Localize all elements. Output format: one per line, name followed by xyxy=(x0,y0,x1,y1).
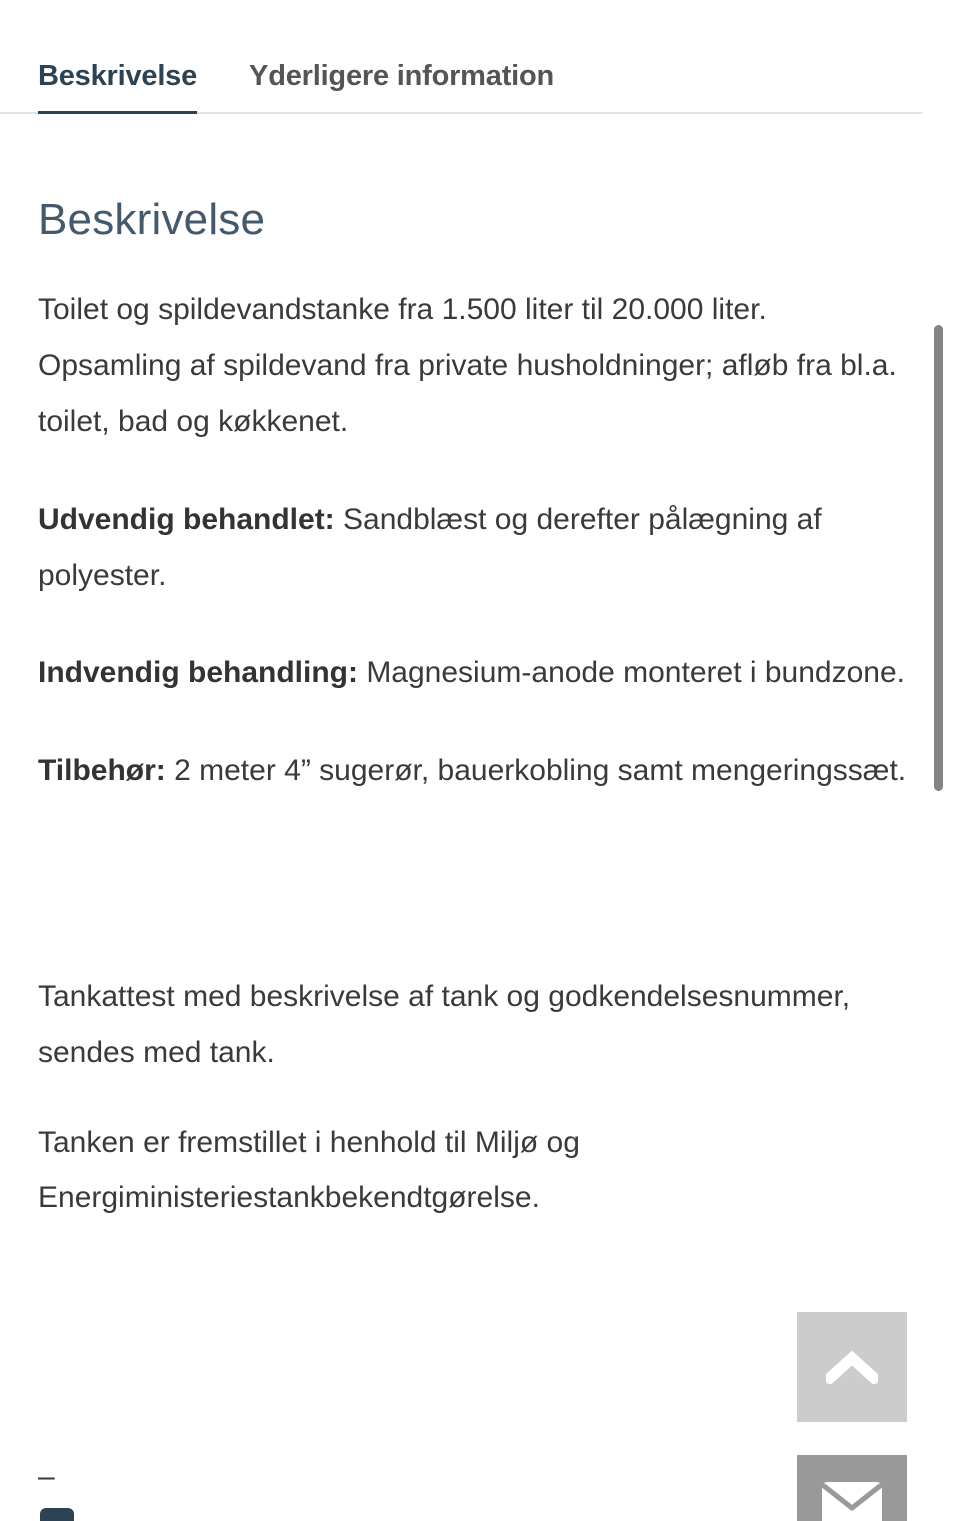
paragraph-tilbehor xyxy=(38,743,918,799)
paragraph-miljo xyxy=(38,1115,918,1227)
paragraph-indvendig-behandling-lead: Indvendig behandling: xyxy=(38,656,358,690)
page-title: Beskrivelse xyxy=(38,195,266,244)
cut-off-content-marker xyxy=(40,1508,74,1521)
scrollbar-thumb[interactable] xyxy=(934,325,943,791)
tab-yderligere-information[interactable]: Yderligere information xyxy=(249,62,554,114)
envelope-icon xyxy=(821,1481,883,1521)
paragraph-tilbehor-text: 2 meter 4” sugerør, bauerkobling samt mengeringssæt. xyxy=(165,754,907,788)
paragraph-indvendig-behandling-text: Magnesium-anode monteret i bundzone. xyxy=(357,656,905,690)
trailing-dash: – xyxy=(38,1460,55,1493)
paragraph-udvendig-behandlet xyxy=(38,492,918,604)
scrollbar-track[interactable] xyxy=(939,0,953,1521)
paragraph-udvendig-behandlet-lead: Udvendig behandlet: xyxy=(38,502,335,536)
chevron-up-icon xyxy=(826,1350,878,1384)
paragraph-tilbehor-lead: Tilbehør: xyxy=(38,754,166,788)
tab-bar xyxy=(0,62,960,114)
contact-mail-button[interactable] xyxy=(797,1455,907,1521)
description-content xyxy=(38,196,918,1268)
paragraph-intro xyxy=(38,282,918,449)
paragraph-miljo-text: Tanken er fremstillet i henhold til Miljø og Energiministeriestankbekendtgørelse. xyxy=(38,1125,580,1215)
paragraph-udvendig-behandlet-text: Sandblæst og derefter pålægning af polyester. xyxy=(38,502,822,592)
paragraph-tankattest xyxy=(38,969,918,1081)
tab-beskrivelse[interactable]: Beskrivelse xyxy=(38,62,197,114)
scroll-to-top-button[interactable] xyxy=(797,1312,907,1422)
paragraph-tankattest-text: Tankattest med beskrivelse af tank og godkendelsesnummer, sendes med tank. xyxy=(38,979,851,1069)
paragraph-indvendig-behandling xyxy=(38,645,918,701)
tab-list xyxy=(0,62,922,114)
paragraph-intro-text: Toilet og spildevandstanke fra 1.500 liter til 20.000 liter. Opsamling af spildevand fra private husholdninger; afløb fra bl.a. toilet, bad og køkkenet. xyxy=(38,293,897,438)
